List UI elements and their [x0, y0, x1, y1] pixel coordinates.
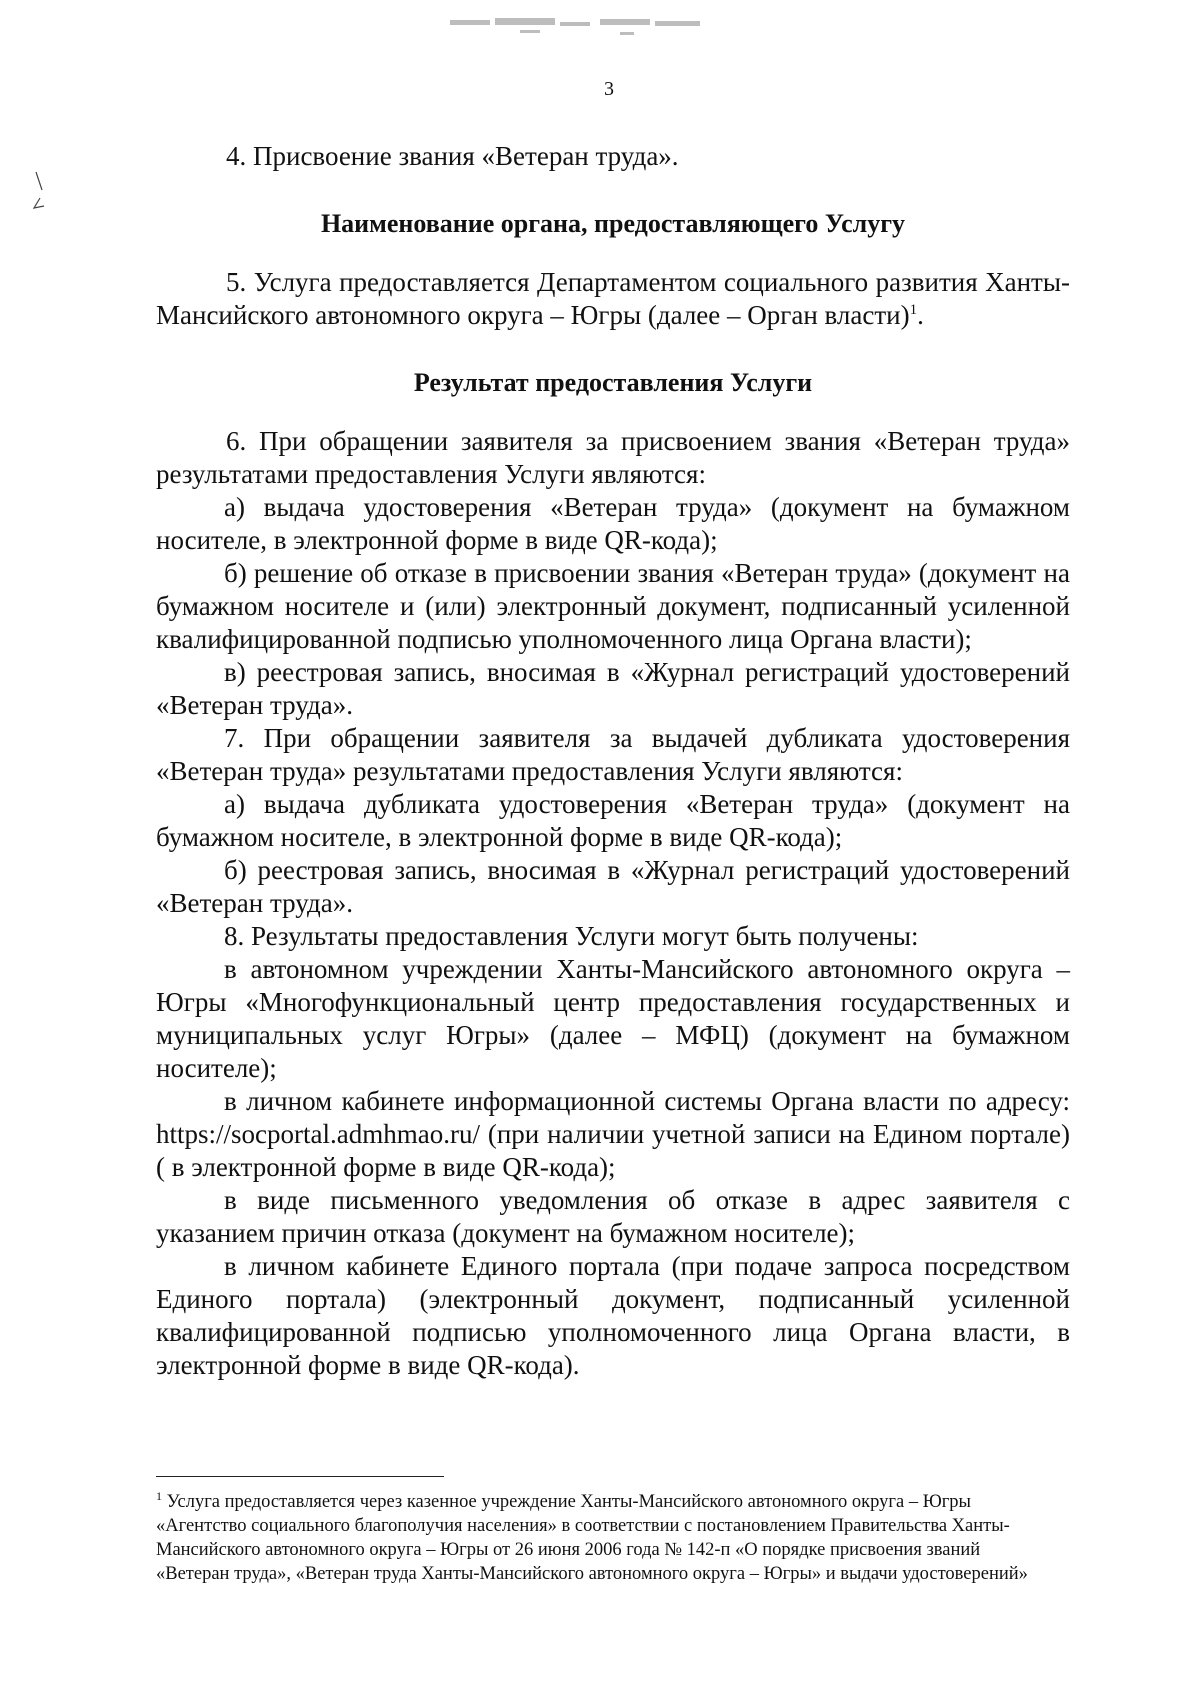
item-6v: в) реестровая запись, вносимая в «Журнал регистраций удостоверений «Ветеран труда». — [156, 657, 1070, 720]
item-6: 6. При обращении заявителя за присвоением звания «Ветеран труда» результатами предоставления Услуги являются: — [156, 426, 1070, 489]
item-5-end: . — [917, 300, 924, 330]
item-4: 4. Присвоение звания «Ветеран труда». — [226, 141, 679, 171]
footnote-text: Услуга предоставляется через казенное учреждение Ханты-Мансийского автономного округа – Югры «Агентство социального благополучия населения» в соответствии с постановлением Правительства Ханты-Мансийского автономного округа – Югры от 26 июня 2006 года № 142-п «О порядке присвоения званий «Ветеран труда», «Ветеран труда Ханты-Мансийского автономного округа – Югры» и выдачи удостоверений» — [156, 1492, 1028, 1584]
item-7: 7. При обращении заявителя за выдачей дубликата удостоверения «Ветеран труда» результатами предоставления Услуги являются: — [156, 723, 1070, 786]
item-6a: а) выдача удостоверения «Ветеран труда» (документ на бумажном носителе, в электронной форме в виде QR-кода); — [156, 492, 1070, 555]
footnote-mark: 1 — [156, 1488, 162, 1503]
item-6b: б) решение об отказе в присвоении звания «Ветеран труда» (документ на бумажном носителе и (или) электронный документ, подписанный усиленной квалифицированной подписью уполномоченного лица Органа власти); — [156, 558, 1070, 654]
item-5-text: 5. Услуга предоставляется Департаментом социального развития Ханты-Мансийского автономного округа – Югры (далее – Орган власти) — [156, 267, 1070, 330]
item-8: 8. Результаты предоставления Услуги могут быть получены: — [224, 921, 919, 951]
item-8-portal: в личном кабинете Единого портала (при подаче запроса посредством Единого портала) (электронный документ, подписанный усиленной квалифицированной подписью уполномоченного лица Органа власти, в электронной форме в виде QR-кода). — [156, 1251, 1070, 1380]
section-heading-result: Результат предоставления Услуги — [413, 368, 813, 397]
item-8-cabinet: в личном кабинете информационной системы Органа власти по адресу: https://socportal.admhmao.ru/ (при наличии учетной записи на Едином портале)( в электронной форме в виде QR-кода); — [156, 1086, 1070, 1182]
page-number: 3 — [604, 78, 614, 100]
item-8-notice: в виде письменного уведомления об отказе в адрес заявителя с указанием причин отказа (документ на бумажном носителе); — [156, 1185, 1070, 1248]
item-7b: б) реестровая запись, вносимая в «Журнал регистраций удостоверений «Ветеран труда». — [156, 855, 1070, 918]
margin-pen-mark — [30, 168, 60, 238]
item-7a: а) выдача дубликата удостоверения «Ветеран труда» (документ на бумажном носителе, в электронной форме в виде QR-кода); — [156, 789, 1070, 852]
scan-artifact — [440, 8, 740, 44]
item-8-mfc: в автономном учреждении Ханты-Мансийского автономного округа – Югры «Многофункциональный центр предоставления государственных и муниципальных услуг Югры» (далее – МФЦ) (документ на бумажном носителе); — [156, 954, 1070, 1083]
item-5 — [156, 266, 1070, 332]
footnote — [156, 1490, 1056, 1586]
footnote-separator — [156, 1476, 444, 1477]
footnote-ref: 1 — [909, 302, 918, 318]
section-heading-authority: Наименование органа, предоставляющего Услугу — [320, 209, 906, 238]
document-body — [156, 140, 1070, 1382]
